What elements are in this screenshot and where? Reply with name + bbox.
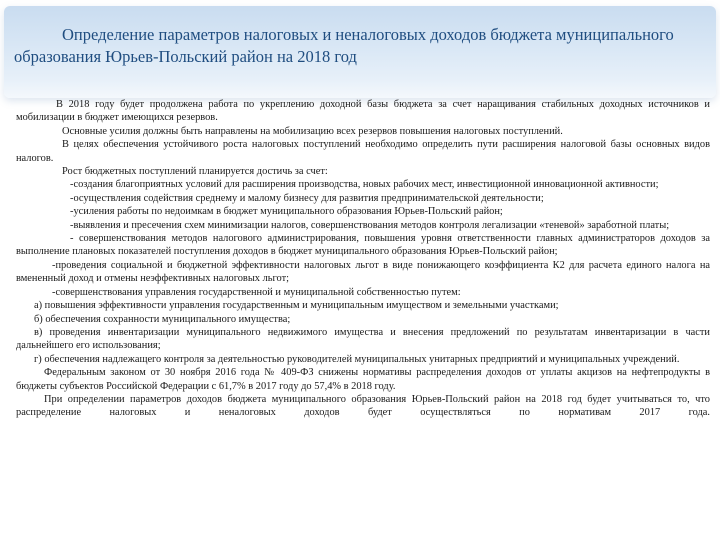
- list-item: -выявления и пресечения схем минимизации налогов, совершенствования методов контроля легализации «теневой» заработной платы;: [70, 219, 670, 231]
- paragraph: В целях обеспечения устойчивого роста налоговых поступлений необходимо определить пути расширения налоговой базы основных видов налогов.: [16, 139, 710, 164]
- body-text: [16, 98, 710, 420]
- sub-item: г) обеспечения надлежащего контроля за деятельностью руководителей муниципальных унитарных предприятий и муниципальных учреждений.: [34, 353, 680, 365]
- list-item: -осуществления содействия среднему и малому бизнесу для развития предпринимательской деятельности;: [70, 192, 544, 204]
- list-item: -создания благоприятных условий для расширения производства, новых рабочих мест, инвестиционной инновационной активности;: [70, 179, 659, 191]
- paragraph: Основные усилия должны быть направлены на мобилизацию всех резервов повышения налоговых поступлений.: [62, 125, 563, 137]
- list-item: -совершенствования управления государственной и муниципальной собственностью путем:: [52, 286, 461, 298]
- sub-item: а) повышения эффективности управления государственным и муниципальным имуществом и земельными участками;: [34, 300, 559, 312]
- sub-item: б) обеспечения сохранности муниципального имущества;: [34, 313, 291, 325]
- paragraph: Федеральным законом от 30 ноября 2016 года № 409-ФЗ снижены нормативы распределения доходов от уплаты акцизов на нефтепродукты в бюджеты субъектов Российской Федерации с 61,7% в 2017 году до 57,4% в 2018 году.: [16, 367, 710, 392]
- list-item: -проведения социальной и бюджетной эффективности налоговых льгот в виде понижающего коэффициента К2 для расчета единого налога на вмененный доход и отмены неэффективных налоговых льгот;: [16, 259, 710, 285]
- paragraph: Рост бюджетных поступлений планируется достичь за счет:: [62, 166, 328, 178]
- list-item: -усиления работы по недоимкам в бюджет муниципального образования Юрьев-Польский район;: [70, 206, 503, 218]
- list-item: - совершенствования методов налогового администрирования, повышения уровня ответственности главных администраторов доходов за выполнение плановых показателей поступления доходов в бюджет муниципального образования Юрьев-Польский район;: [16, 233, 710, 258]
- paragraph: При определении параметров доходов бюджета муниципального образования Юрьев-Польский район на 2018 год будет учитываться то, что распределение налоговых и неналоговых доходов будет осуществляться по нормативам 2017 года.: [16, 393, 710, 419]
- slide-title: Определение параметров налоговых и неналоговых доходов бюджета муниципального образования Юрьев-Польский район на 2018 год: [14, 25, 674, 66]
- paragraph: В 2018 году будет продолжена работа по укреплению доходной базы бюджета за счет наращивания стабильных доходных источников и мобилизации в бюджет имеющихся резервов.: [16, 99, 710, 124]
- sub-item: в) проведения инвентаризации муниципального недвижимого имущества и внесения предложений по результатам инвентаризации в части дальнейшего его использования;: [16, 326, 710, 352]
